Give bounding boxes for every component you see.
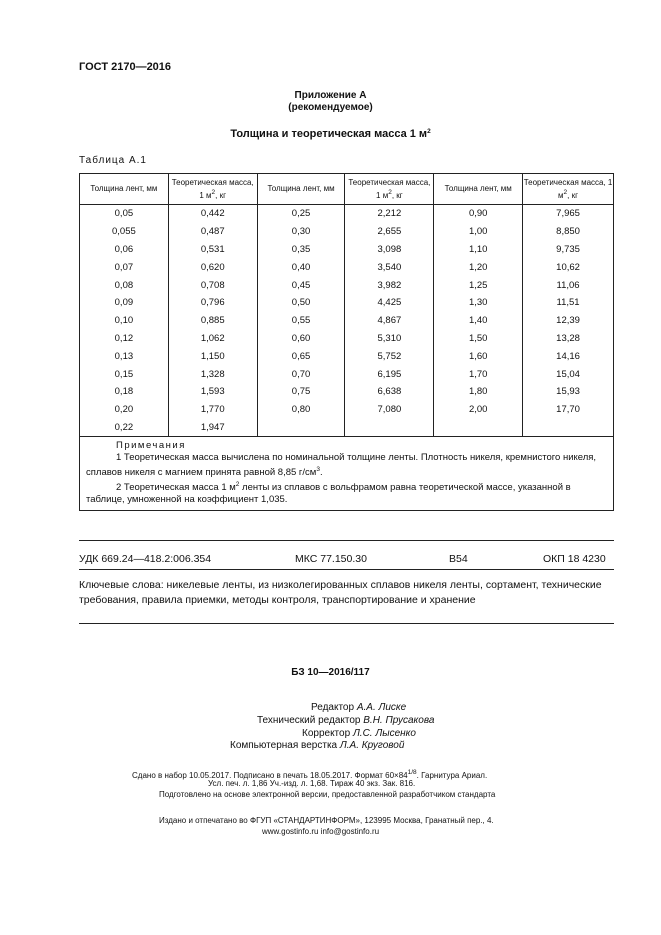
cell-mass: 15,04 xyxy=(523,365,614,383)
cell-mass: 8,850 xyxy=(523,223,614,241)
cell-mass xyxy=(523,419,614,437)
cell-thickness: 1,40 xyxy=(434,312,523,330)
bz-number: БЗ 10—2016/117 xyxy=(291,667,370,678)
notes-heading: Примечания xyxy=(116,440,186,452)
credit-corrector: Корректор Л.С. Лысенко xyxy=(302,728,416,739)
cell-mass xyxy=(345,419,434,437)
table-notes xyxy=(80,437,614,511)
cell-mass: 1,593 xyxy=(168,383,257,401)
cell-thickness: 0,10 xyxy=(80,312,169,330)
cell-thickness: 1,80 xyxy=(434,383,523,401)
cell-thickness: 0,06 xyxy=(80,241,169,259)
note-2: 2 Теоретическая масса 1 $м^2$ ленты из сплавов с вольфрамом равна теоретической массе, указанной в таблице, умноженной на коэффициент 1,035. xyxy=(86,481,571,506)
table-notes-row xyxy=(80,437,614,511)
header-mass: Теоретическая масса, 1 $м^2$, кг xyxy=(345,174,434,205)
appendix-subtitle: (рекомендуемое) xyxy=(288,102,373,113)
cell-mass: 7,080 xyxy=(345,401,434,419)
table-row xyxy=(80,294,614,312)
table-row xyxy=(80,419,614,437)
table-row xyxy=(80,223,614,241)
cell-thickness: 0,12 xyxy=(80,330,169,348)
cell-mass: 0,487 xyxy=(168,223,257,241)
cell-thickness: 0,45 xyxy=(257,276,345,294)
table-row xyxy=(80,330,614,348)
cell-thickness: 0,60 xyxy=(257,330,345,348)
cell-mass: 0,620 xyxy=(168,258,257,276)
imprint-line-2: Усл. печ. л. 1,86 Уч.-изд. л. 1,68. Тираж 40 экз. Зак. 816. xyxy=(208,779,416,788)
cell-mass: 4,425 xyxy=(345,294,434,312)
divider xyxy=(79,540,614,541)
cell-mass: 5,752 xyxy=(345,347,434,365)
cell-thickness: 1,50 xyxy=(434,330,523,348)
cell-mass: 13,28 xyxy=(523,330,614,348)
table-row xyxy=(80,312,614,330)
table-label: Таблица А.1 xyxy=(79,155,147,166)
cell-mass: 11,51 xyxy=(523,294,614,312)
cell-mass: 4,867 xyxy=(345,312,434,330)
table-row xyxy=(80,347,614,365)
table-row xyxy=(80,383,614,401)
cell-thickness: 0,05 xyxy=(80,205,169,223)
divider xyxy=(79,623,614,624)
cell-thickness: 1,30 xyxy=(434,294,523,312)
cell-thickness: 1,25 xyxy=(434,276,523,294)
cell-thickness: 0,20 xyxy=(80,401,169,419)
header-mass: Теоретическая масса, 1 $м^2$, кг xyxy=(168,174,257,205)
cell-mass: 1,947 xyxy=(168,419,257,437)
credit-layout: Компьютерная верстка Л.А. Круговой xyxy=(230,740,405,751)
okp-code: ОКП 18 4230 xyxy=(543,553,606,565)
cell-thickness xyxy=(434,419,523,437)
cell-thickness: 0,08 xyxy=(80,276,169,294)
cell-mass: 1,770 xyxy=(168,401,257,419)
cell-mass: 3,982 xyxy=(345,276,434,294)
cell-thickness: 1,20 xyxy=(434,258,523,276)
cell-mass: 0,708 xyxy=(168,276,257,294)
classification-code: В54 xyxy=(449,553,468,565)
credit-tech-editor: Технический редактор В.Н. Прусакова xyxy=(257,715,435,726)
keywords: Ключевые слова: никелевые ленты, из низколегированных сплавов никеля ленты, сортамент, технические требования, правила приемки, методы контроля, транспортирование и хранение xyxy=(79,579,602,606)
cell-thickness: 0,07 xyxy=(80,258,169,276)
appendix-title: Приложение А xyxy=(294,90,367,101)
table-row xyxy=(80,365,614,383)
cell-thickness: 2,00 xyxy=(434,401,523,419)
cell-thickness: 0,22 xyxy=(80,419,169,437)
imprint-line-3: Подготовлено на основе электронной версии, предоставленной разработчиком стандарта xyxy=(159,790,496,799)
cell-thickness: 0,55 xyxy=(257,312,345,330)
cell-thickness: 0,09 xyxy=(80,294,169,312)
cell-mass: 9,735 xyxy=(523,241,614,259)
table-row xyxy=(80,258,614,276)
cell-thickness: 0,75 xyxy=(257,383,345,401)
cell-mass: 0,531 xyxy=(168,241,257,259)
cell-thickness: 0,70 xyxy=(257,365,345,383)
cell-mass: 6,195 xyxy=(345,365,434,383)
cell-mass: 17,70 xyxy=(523,401,614,419)
cell-thickness: 1,70 xyxy=(434,365,523,383)
table-row xyxy=(80,241,614,259)
cell-thickness: 0,65 xyxy=(257,347,345,365)
table-row xyxy=(80,276,614,294)
header-thickness: Толщина лент, мм xyxy=(257,174,345,205)
cell-mass: 5,310 xyxy=(345,330,434,348)
cell-thickness xyxy=(257,419,345,437)
cell-thickness: 0,13 xyxy=(80,347,169,365)
cell-thickness: 0,40 xyxy=(257,258,345,276)
imprint-line-5: www.gostinfo.ru info@gostinfo.ru xyxy=(262,827,380,836)
mks-code: МКС 77.150.30 xyxy=(295,553,367,565)
cell-thickness: 0,80 xyxy=(257,401,345,419)
cell-thickness: 0,18 xyxy=(80,383,169,401)
cell-thickness: 0,15 xyxy=(80,365,169,383)
cell-mass: 1,328 xyxy=(168,365,257,383)
cell-thickness: 0,30 xyxy=(257,223,345,241)
cell-mass: 0,885 xyxy=(168,312,257,330)
header-thickness: Толщина лент, мм xyxy=(80,174,169,205)
cell-mass: 3,540 xyxy=(345,258,434,276)
cell-mass: 7,965 xyxy=(523,205,614,223)
cell-thickness: 0,25 xyxy=(257,205,345,223)
cell-mass: 15,93 xyxy=(523,383,614,401)
cell-mass: 1,150 xyxy=(168,347,257,365)
cell-mass: 0,442 xyxy=(168,205,257,223)
table-row xyxy=(80,205,614,223)
credit-editor: Редактор А.А. Лиске xyxy=(311,702,407,713)
cell-thickness: 0,90 xyxy=(434,205,523,223)
table-row xyxy=(80,401,614,419)
thickness-mass-table xyxy=(79,173,614,511)
standard-number: ГОСТ 2170—2016 xyxy=(79,61,172,73)
cell-thickness: 1,00 xyxy=(434,223,523,241)
udk-code: УДК 669.24—418.2:006.354 xyxy=(79,553,212,565)
cell-thickness: 0,055 xyxy=(80,223,169,241)
imprint-line-1: Сдано в набор 10.05.2017. Подписано в печать 18.05.2017. Формат $60\times 84^{1/8}$. Гарнитура Ариал. xyxy=(132,769,488,780)
cell-mass: 6,638 xyxy=(345,383,434,401)
cell-mass: 1,062 xyxy=(168,330,257,348)
table-header-row xyxy=(80,174,614,205)
cell-mass: 2,655 xyxy=(345,223,434,241)
header-mass: Теоретическая масса, 1 $м^2$, кг xyxy=(523,174,614,205)
cell-mass: 12,39 xyxy=(523,312,614,330)
cell-mass: 2,212 xyxy=(345,205,434,223)
cell-mass: 3,098 xyxy=(345,241,434,259)
cell-thickness: 0,50 xyxy=(257,294,345,312)
note-1: 1 Теоретическая масса вычислена по номинальной толщине ленты. Плотность никеля, кремнистого никеля, сплавов никеля с магнием принята равной 8,85 $г/см^3$. xyxy=(86,452,597,479)
cell-thickness: 1,10 xyxy=(434,241,523,259)
imprint-line-4: Издано и отпечатано во ФГУП «СТАНДАРТИНФОРМ», 123995 Москва, Гранатный пер., 4. xyxy=(159,816,494,825)
cell-thickness: 1,60 xyxy=(434,347,523,365)
cell-mass: 11,06 xyxy=(523,276,614,294)
header-thickness: Толщина лент, мм xyxy=(434,174,523,205)
cell-mass: 14,16 xyxy=(523,347,614,365)
table-title: Толщина и теоретическая масса 1 $м^2$ xyxy=(230,128,431,140)
cell-thickness: 0,35 xyxy=(257,241,345,259)
divider xyxy=(79,569,614,570)
cell-mass: 10,62 xyxy=(523,258,614,276)
cell-mass: 0,796 xyxy=(168,294,257,312)
